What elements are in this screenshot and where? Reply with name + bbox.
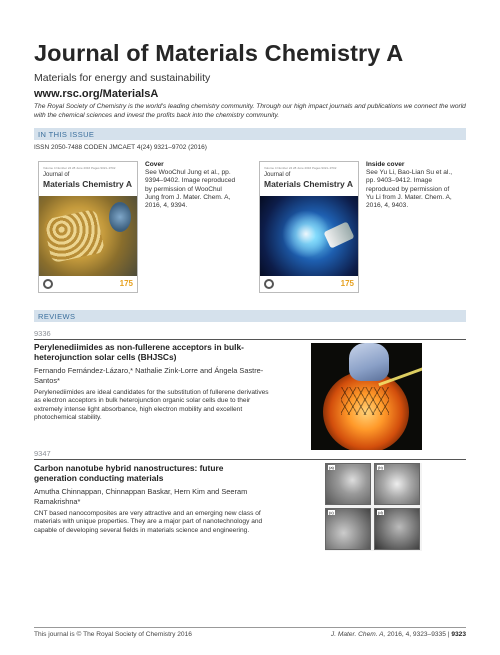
footer-journal-abbrev: J. Mater. Chem. A, — [330, 631, 386, 638]
inside-cover-caption — [366, 161, 458, 210]
footer-volume-pages: 2016, 4, 9323–9335 — [387, 631, 446, 638]
micrograph-a — [325, 463, 371, 505]
footer-copyright: This journal is © The Royal Society of Chemistry 2016 — [34, 631, 192, 638]
in-this-issue-label: IN THIS ISSUE — [38, 130, 95, 139]
cover-anniversary-badge: 175 — [119, 279, 133, 288]
micrograph-d — [374, 508, 420, 550]
cover-caption-text: See WooChul Jung et al., pp. 9394–9402. Image reproduced by permission of WooChul Jung from J. Mater. Chem. A, 2016, 4, 9394. — [145, 169, 236, 210]
micrograph-tag: (d) — [378, 510, 383, 515]
article-authors: Fernando Fernández-Lázaro,* Nathalie Zink-Lorre and Ángela Sastre-Santos* — [34, 366, 264, 385]
cover-journal-line2: Materials Chemistry A — [43, 179, 132, 189]
article-authors: Amutha Chinnappan, Chinnappan Baskar, Hern Kim and Seeram Ramakrishna* — [34, 487, 248, 506]
article-graphic-glowing-flask — [311, 343, 422, 450]
cover-label: Cover — [145, 161, 164, 168]
gloved-hand — [349, 343, 389, 381]
rsc-logo-icon — [264, 279, 274, 289]
reviews-bar — [34, 310, 466, 322]
journal-subtitle: Materials for energy and sustainability — [34, 72, 211, 84]
micrograph-tag: (a) — [329, 465, 334, 470]
cover-journal-line1: Journal of — [43, 172, 70, 178]
cover-journal-line2: Materials Chemistry A — [264, 179, 353, 189]
journal-title: Journal of Materials Chemistry A — [34, 40, 404, 66]
micrograph-tag: (c) — [329, 510, 334, 515]
cover-masthead — [39, 162, 137, 198]
footer-separator: | — [447, 631, 450, 638]
article-title[interactable]: Perylenediimides as non-fullerene acceptors in bulk-heterojunction solar cells (BHJSCs) — [34, 342, 244, 362]
article-page-number: 9336 — [34, 329, 51, 338]
article-divider — [34, 459, 466, 460]
rsc-logo-icon — [43, 279, 53, 289]
footer-citation — [331, 631, 466, 638]
footer-rule — [34, 627, 466, 628]
in-this-issue-bar — [34, 128, 466, 140]
article-abstract: Perylenediimides are ideal candidates for the substitution of fullerene derivatives as electron acceptors in bulk heterojunction organic solar cells due to their extremely intense light absorbance, high electron mobility and excellent photochemical stability. — [34, 389, 269, 422]
inside-cover-caption-text: See Yu Li, Bao-Lian Su et al., pp. 9403–9412. Image reproduced by permission of Yu Li from J. Mater. Chem. A, 2016, 4, 9403. — [366, 169, 453, 210]
article-page-number: 9347 — [34, 449, 51, 458]
cover-volume-line: Volume 4 Number 24 28 June 2016 Pages 9321–9702 — [264, 166, 337, 170]
reviews-label: REVIEWS — [38, 312, 76, 321]
inside-cover-label: Inside cover — [366, 161, 405, 168]
article-title[interactable]: Carbon nanotube hybrid nanostructures: future generation conducting materials — [34, 463, 224, 483]
cover-footer — [260, 276, 358, 292]
issn-line: ISSN 2050-7488 CODEN JMCAET 4(24) 9321–9702 (2016) — [34, 144, 207, 151]
journal-url[interactable]: www.rsc.org/MaterialsA — [34, 88, 159, 100]
micrograph-b — [374, 463, 420, 505]
inside-cover-image[interactable] — [259, 161, 359, 293]
cover-artwork — [260, 196, 358, 278]
molecule-overlay — [341, 387, 389, 415]
micrograph-c — [325, 508, 371, 550]
article-graphic-em-micrographs — [325, 463, 422, 551]
cover-journal-line1: Journal of — [264, 172, 291, 178]
cover-masthead — [260, 162, 358, 198]
cover-artwork — [39, 196, 137, 278]
rsc-mission-statement: The Royal Society of Chemistry is the world’s leading chemistry community. Through our high impact journals and publications we connect the world with the chemical sciences and invest the profits back into the chemistry community. — [34, 103, 466, 119]
micrograph-tag: (b) — [378, 465, 383, 470]
cover-footer — [39, 276, 137, 292]
cover-image[interactable] — [38, 161, 138, 293]
article-divider — [34, 339, 466, 340]
cover-anniversary-badge: 175 — [340, 279, 354, 288]
footer-page-number: 9323 — [451, 631, 466, 638]
cover-caption — [145, 161, 237, 210]
cover-volume-line: Volume 4 Number 24 28 June 2016 Pages 9321–9702 — [43, 166, 116, 170]
article-abstract: CNT based nanocomposites are very attractive and an emerging new class of materials with unique properties. They are a major part of nanotechnology and capable of developing several fields in materials science and engineering. — [34, 510, 263, 534]
